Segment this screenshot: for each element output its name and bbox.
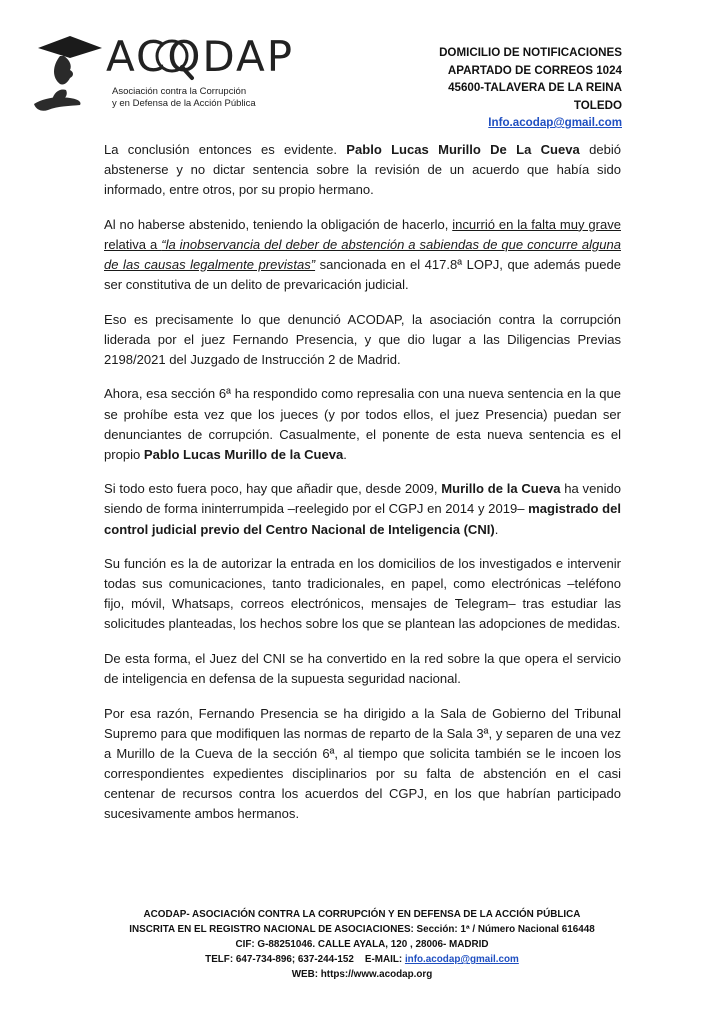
footer-phone-text: TELF: 647-734-896; 637-244-152 E-MAIL: [205, 954, 405, 965]
paragraph-5 [104, 479, 621, 539]
p2-underline: incurrió en la falta muy grave relativa a [104, 216, 621, 252]
footer-line1: ACODAP- ASOCIACIÓN CONTRA LA CORRUPCIÓN Y EN DEFENSA DE LA ACCIÓN PÚBLICA [143, 909, 581, 920]
address-line1: DOMICILIO DE NOTIFICACIONES [439, 46, 622, 59]
p1-bold-name: Pablo Lucas Murillo De La Cueva [346, 142, 580, 157]
address-email-link[interactable]: Info.acodap@gmail.com [488, 116, 622, 129]
paragraph-1 [104, 140, 621, 200]
p5-text-e: . [494, 521, 499, 537]
address-line3: 45600-TALAVERA DE LA REINA [448, 81, 622, 94]
address-line4: TOLEDO [573, 98, 622, 112]
paragraph-8: Por esa razón, Fernando Presencia se ha dirigido a la Sala de Gobierno del Tribunal Supremo para que modifiquen las normas de reparto de la Sala 3ª, y separen de una vez a Murillo de la Cueva de la sección 6ª, al tiempo que solicita también se le incoen los correspondientes expedientes disciplinarios por su falta de abstención en el casi centenar de recursos contra los acuerdos del CGPJ, en los que habrían participado sucesivamente ambos hermanos. [104, 705, 621, 822]
footer-line3: CIF: G-88251046. CALLE AYALA, 120 , 28006- MADRID [235, 939, 489, 950]
p2-text-a: Al no haberse abstenido, teniendo la obligación de hacerlo, [104, 216, 453, 232]
p5-text-c: ha venido siendo de forma ininterrumpida –reelegido por el CGPJ en 2014 y 2019– [104, 481, 621, 517]
p5-text-a: Si todo esto fuera poco, hay que añadir que, desde 2009, [104, 481, 442, 497]
document-body [104, 140, 621, 839]
p2-text-d: sancionada en el 417.8ª LOPJ, que además puede ser constitutiva de un delito de prevaricación judicial. [104, 256, 622, 293]
logo-subtitle-line1: Asociación contra la Corrupción [112, 86, 247, 97]
p1-text-c: debió abstenerse y no dictar sentencia sobre la revisión de un acuerdo que había sido informado, entre otros, por su propio hermano. [104, 142, 621, 198]
page-footer [90, 907, 634, 982]
footer-email-link[interactable]: info.acodap@gmail.com [404, 954, 519, 965]
address-block [439, 44, 622, 132]
paragraph-3: Eso es precisamente lo que denunció ACODAP, la asociación contra la corrupción liderada por el juez Fernando Presencia, y que dio lugar a las Diligencias Previas 2198/2021 del Juzgado de Instrucción 2 de Madrid. [104, 311, 621, 367]
paragraph-2 [104, 215, 621, 295]
logo-subtitle [112, 86, 256, 110]
paragraph-6: Su función es la de autorizar la entrada en los domicilios de los investigados e intervenir todas sus comunicaciones, tanto tradicionales, en papel, como electrónicas –teléfono fijo, móvil, Whatsaps, correos electrónicos, mensajes de Telegram– tras estudiar las solicitudes planteadas, los hechos sobre los que se plantean las adopciones de medidas. [104, 556, 621, 632]
p1-text-a: La conclusión entonces es evidente. [104, 142, 347, 157]
p5-bold-role: magistrado del control judicial previo del Centro Nacional de Inteligencia (CNI) [104, 501, 621, 537]
p4-text-a: Ahora, esa sección 6ª ha respondido como represalia con una nueva sentencia en la que se prohíbe esta vez que los jueces (y por todos ellos, el juez Presencia) puedan ser denunciantes de corrupción. Casualmente, el ponente de esta nueva sentencia es el propio [104, 386, 621, 462]
paragraph-4 [104, 384, 621, 464]
p2-quote: “la inobservancia del deber de abstención a sabiendas de que concurre alguna de las causas legalmente previstas” [104, 236, 621, 272]
footer-line2: INSCRITA EN EL REGISTRO NACIONAL DE ASOCIACIONES: Sección: 1ª / Número Nacional 616448 [129, 924, 595, 935]
footer-line4 [90, 952, 634, 967]
footer-line5: WEB: https://www.acodap.org [291, 969, 433, 980]
logo-subtitle-line2: y en Defensa de la Acción Pública [112, 98, 256, 109]
p4-bold-name: Pablo Lucas Murillo de la Cueva [143, 446, 344, 462]
p5-bold-name: Murillo de la Cueva [441, 481, 561, 497]
logo-wordmark: ACODAP [106, 32, 295, 81]
acodap-logo [30, 26, 295, 116]
paragraph-7: De esta forma, el Juez del CNI se ha convertido en la red sobre la que opera el servicio de inteligencia en defensa de la supuesta seguridad nacional. [104, 650, 621, 687]
address-line2: APARTADO DE CORREOS 1024 [447, 63, 622, 77]
p4-text-c: . [343, 446, 347, 462]
